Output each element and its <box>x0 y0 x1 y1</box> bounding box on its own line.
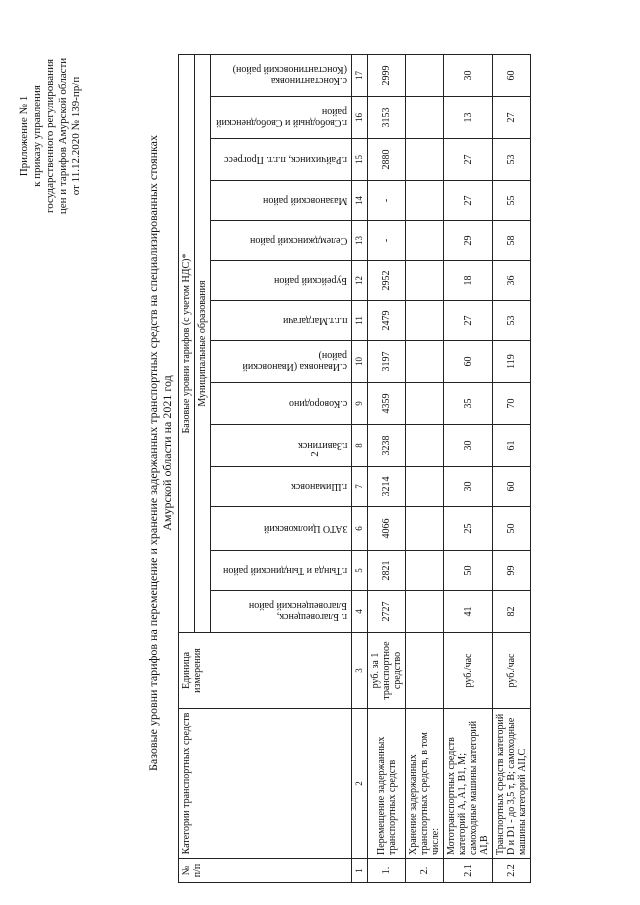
tariff-value: 2880 <box>368 139 406 181</box>
municipality-header <box>211 591 352 633</box>
table-row <box>493 55 531 883</box>
tariff-value: 58 <box>493 221 531 261</box>
tariff-value: 60 <box>493 55 531 97</box>
header-municipalities: Муниципальные образования <box>195 55 211 633</box>
municipality-header <box>211 139 352 181</box>
tariff-value <box>406 507 444 551</box>
tariff-value: 4359 <box>368 383 406 425</box>
tariff-value: 35 <box>444 383 493 425</box>
tariff-value <box>406 425 444 467</box>
tariff-value: 3214 <box>368 467 406 507</box>
tariff-value: 30 <box>444 467 493 507</box>
appendix-line: к приказу управления <box>31 85 43 187</box>
appendix-line: цен и тарифов Амурской области <box>57 57 69 215</box>
column-number: 17 <box>352 55 368 97</box>
table-row <box>406 55 444 883</box>
row-category: Перемещение задержанных транспортных средств <box>368 709 406 859</box>
header-base-tariffs: Базовые уровни тарифов (с учетом НДС)* <box>179 55 195 633</box>
column-number: 6 <box>352 507 368 551</box>
row-category: Транспортных средств категорий D и D1 - до 3,5 т, B; самоходные машины категорий AII,C <box>493 709 531 859</box>
column-number-row <box>352 55 368 883</box>
tariff-value <box>406 221 444 261</box>
municipality-header <box>211 507 352 551</box>
tariff-value: 27 <box>444 301 493 341</box>
tariff-value: 2821 <box>368 551 406 591</box>
tariff-value: 55 <box>493 181 531 221</box>
column-number: 7 <box>352 467 368 507</box>
tariff-value: 61 <box>493 425 531 467</box>
municipality-name: ЗАТО Циолковский <box>263 523 347 534</box>
tariff-value: 70 <box>493 383 531 425</box>
column-number: 8 <box>352 425 368 467</box>
title-line: Базовые уровни тарифов на перемещение и хранение задержанных транспортных средств на специализированных стоянках <box>146 135 160 771</box>
row-category: Мототранспортных средств категорий A, A1, B1, M; самоходные машины категорий AI,B <box>444 709 493 859</box>
municipality-header <box>211 467 352 507</box>
municipality-header <box>211 341 352 383</box>
tariff-value <box>406 341 444 383</box>
tariff-value: - <box>368 181 406 221</box>
municipality-header <box>211 261 352 301</box>
row-number: 2. <box>406 859 444 883</box>
tariff-value: 2479 <box>368 301 406 341</box>
column-number: 9 <box>352 383 368 425</box>
row-unit <box>406 633 444 709</box>
column-number: 1 <box>352 859 368 883</box>
column-number: 5 <box>352 551 368 591</box>
tariff-value: 53 <box>493 301 531 341</box>
municipality-name: г.Тында и Тындинский район <box>222 565 347 576</box>
municipality-name: Селемджинский район <box>249 235 347 246</box>
column-number: 2 <box>352 709 368 859</box>
tariff-value: 3238 <box>368 425 406 467</box>
tariff-value <box>406 383 444 425</box>
row-category: Хранение задержанных транспортных средств, в том числе: <box>406 709 444 859</box>
tariff-value: 50 <box>444 551 493 591</box>
tariff-value: 36 <box>493 261 531 301</box>
appendix-line: государственного регулирования <box>44 58 56 214</box>
tariff-value: 119 <box>493 341 531 383</box>
tariff-value <box>406 139 444 181</box>
municipality-name: г.Завитинск <box>297 440 347 451</box>
rotated-sheet <box>12 13 622 893</box>
tariff-value: 27 <box>444 181 493 221</box>
tariff-value <box>406 301 444 341</box>
tariff-value: 99 <box>493 551 531 591</box>
column-number: 16 <box>352 97 368 139</box>
municipality-name: г.Свободный и Свободненский район <box>216 106 347 129</box>
municipality-name: с.Константиновка (Константиновский район) <box>232 64 347 87</box>
table-row <box>368 55 406 883</box>
header-num: № п/п <box>179 859 352 883</box>
municipality-header <box>211 97 352 139</box>
tariff-value: 3153 <box>368 97 406 139</box>
tariff-value <box>406 551 444 591</box>
tariff-value: 25 <box>444 507 493 551</box>
column-number: 4 <box>352 591 368 633</box>
appendix-header <box>18 31 83 241</box>
tariff-value: 82 <box>493 591 531 633</box>
tariff-value: - <box>368 221 406 261</box>
municipality-header <box>211 181 352 221</box>
table-body <box>368 55 531 883</box>
page-number: 2 <box>308 451 321 457</box>
tariff-value: 41 <box>444 591 493 633</box>
column-number: 3 <box>352 633 368 709</box>
title-line: Амурской области на 2021 год <box>160 375 174 531</box>
tariff-value <box>406 97 444 139</box>
header-category: Категории транспортных средств <box>179 709 352 859</box>
tariff-value <box>406 467 444 507</box>
row-number: 2.1 <box>444 859 493 883</box>
tariff-value: 53 <box>493 139 531 181</box>
tariff-value: 27 <box>493 97 531 139</box>
municipality-name: Бурейский район <box>274 275 347 286</box>
municipality-header <box>211 551 352 591</box>
municipality-name: г.Шимановск <box>291 481 347 492</box>
tariff-value <box>406 261 444 301</box>
row-number: 2.2 <box>493 859 531 883</box>
tariff-value: 2727 <box>368 591 406 633</box>
tariff-value: 3197 <box>368 341 406 383</box>
municipality-name: п.г.т.Магдагачи <box>282 315 347 326</box>
municipality-name: г.Райчихинск, п.г.т. Прогресс <box>223 154 347 165</box>
municipality-name: Мазановский район <box>262 195 347 206</box>
column-number: 13 <box>352 221 368 261</box>
tariff-value <box>406 181 444 221</box>
municipality-name: с.Ковородино <box>288 398 347 409</box>
municipality-name: с.Ивановка (Ивановский район) <box>242 350 347 373</box>
row-unit: руб./час <box>493 633 531 709</box>
tariff-value: 18 <box>444 261 493 301</box>
appendix-line: Приложение № 1 <box>18 95 30 177</box>
column-number: 14 <box>352 181 368 221</box>
column-number: 15 <box>352 139 368 181</box>
tariff-value <box>406 591 444 633</box>
tariff-value: 29 <box>444 221 493 261</box>
tariff-value: 2952 <box>368 261 406 301</box>
tariff-value: 60 <box>493 467 531 507</box>
tariff-value: 13 <box>444 97 493 139</box>
row-unit: руб. за 1 транспортное средство <box>368 633 406 709</box>
appendix-line: от 11.12.2020 № 139-пр/п <box>70 76 82 196</box>
column-number: 10 <box>352 341 368 383</box>
tariff-table <box>178 54 531 883</box>
municipality-header <box>211 425 352 467</box>
tariff-value: 30 <box>444 55 493 97</box>
tariff-value: 30 <box>444 425 493 467</box>
table-row <box>444 55 493 883</box>
document-title <box>146 13 174 893</box>
municipality-name: г. Благовещенск, Благовещенский район <box>248 600 347 623</box>
municipality-header <box>211 301 352 341</box>
column-number: 12 <box>352 261 368 301</box>
municipality-header <box>211 55 352 97</box>
municipality-header <box>211 221 352 261</box>
column-number: 11 <box>352 301 368 341</box>
municipality-header <box>211 383 352 425</box>
tariff-value: 60 <box>444 341 493 383</box>
tariff-value: 27 <box>444 139 493 181</box>
tariff-value <box>406 55 444 97</box>
row-number: 1. <box>368 859 406 883</box>
tariff-value: 50 <box>493 507 531 551</box>
header-unit: Единица измерения <box>179 633 352 709</box>
tariff-value: 2999 <box>368 55 406 97</box>
row-unit: руб./час <box>444 633 493 709</box>
tariff-value: 4066 <box>368 507 406 551</box>
